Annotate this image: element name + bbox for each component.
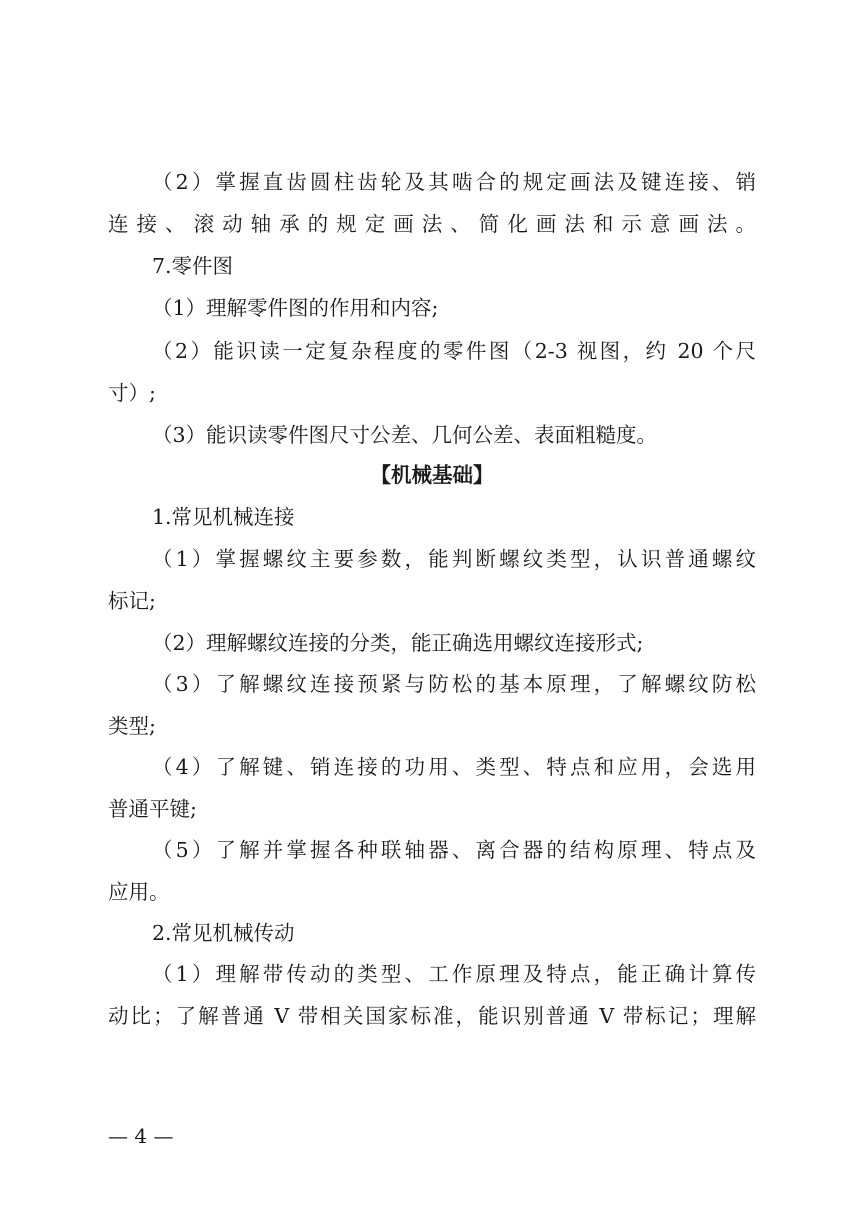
paragraph-line: 动比；了解普通 V 带相关国家标准，能识别普通 V 带标记；理解 bbox=[108, 1004, 756, 1028]
paragraph-line: 普通平键; bbox=[108, 797, 197, 821]
paragraph-line: 寸）; bbox=[108, 381, 156, 405]
page-number: — 4 — bbox=[108, 1124, 174, 1148]
paragraph-line: （2）能识读一定复杂程度的零件图（2-3 视图，约 20 个尺 bbox=[152, 339, 756, 363]
paragraph-line: （1）理解带传动的类型、工作原理及特点，能正确计算传 bbox=[152, 962, 756, 986]
section-heading: 1.常见机械连接 bbox=[152, 505, 295, 529]
paragraph-line: （5）了解并掌握各种联轴器、离合器的结构原理、特点及 bbox=[152, 838, 756, 862]
section-heading: 2.常见机械传动 bbox=[152, 921, 295, 945]
section-heading: 7.零件图 bbox=[152, 254, 234, 278]
paragraph-line: 标记; bbox=[108, 589, 156, 613]
paragraph-line: （4）了解键、销连接的功用、类型、特点和应用，会选用 bbox=[152, 755, 756, 779]
paragraph-line: （2）掌握直齿圆柱齿轮及其啮合的规定画法及键连接、销 bbox=[152, 170, 756, 194]
paragraph-line: 应用。 bbox=[108, 880, 170, 904]
paragraph-line: （1）理解零件图的作用和内容; bbox=[152, 296, 439, 320]
paragraph-line: （2）理解螺纹连接的分类，能正确选用螺纹连接形式; bbox=[152, 631, 644, 655]
chapter-heading: 【机械基础】 bbox=[370, 463, 494, 487]
paragraph-line: 类型; bbox=[108, 714, 156, 738]
paragraph-line: （3）能识读零件图尺寸公差、几何公差、表面粗糙度。 bbox=[152, 423, 658, 447]
paragraph-line: （1）掌握螺纹主要参数，能判断螺纹类型，认识普通螺纹 bbox=[152, 547, 756, 571]
paragraph-line: 连接、滚动轴承的规定画法、简化画法和示意画法。 bbox=[108, 212, 756, 236]
paragraph-line: （3）了解螺纹连接预紧与防松的基本原理，了解螺纹防松 bbox=[152, 672, 756, 696]
